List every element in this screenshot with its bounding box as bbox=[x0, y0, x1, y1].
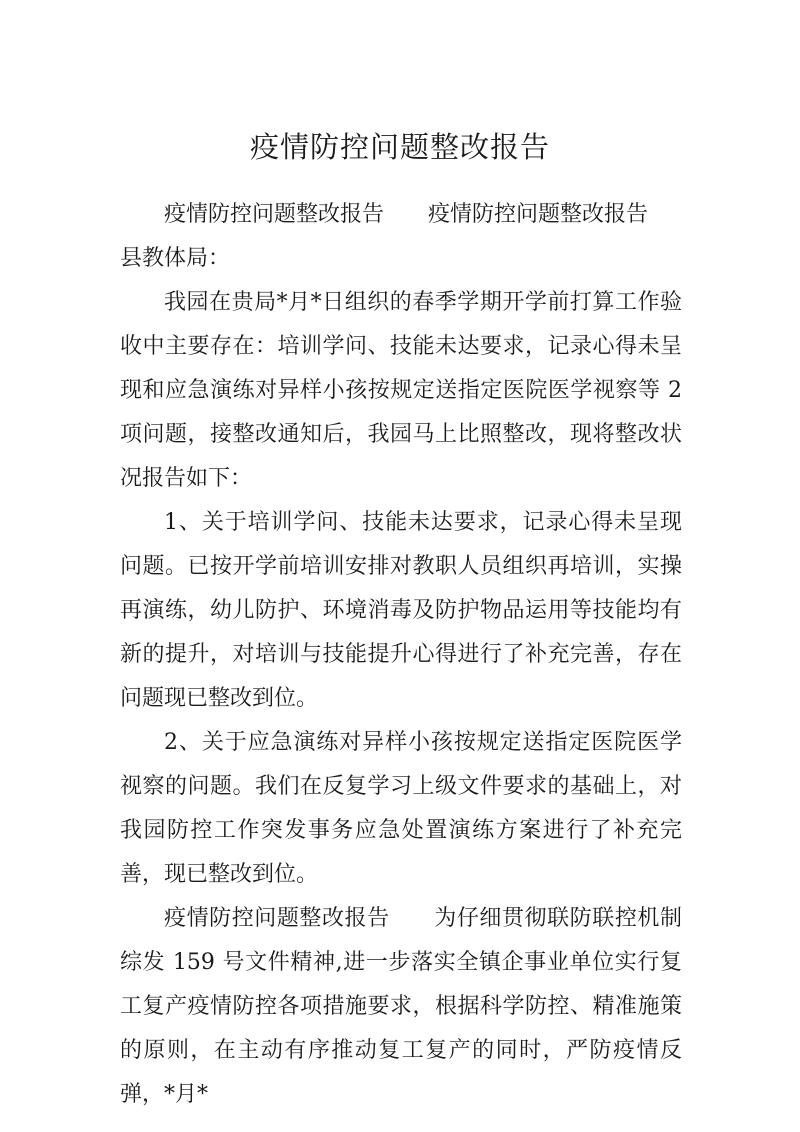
paragraph-item-2: 2、关于应急演练对异样小孩按规定送指定医院医学视察的问题。我们在反复学习上级文件要求的基础上，对我园防控工作突发事务应急处置演练方案进行了补充完善，现已整改到位。 bbox=[120, 730, 682, 887]
salutation: 县教体局： bbox=[120, 246, 231, 271]
paragraph-intro: 我园在贵局*月*日组织的春季学期开学前打算工作验收中主要存在：培训学问、技能未达要求，记录心得未呈现和应急演练对异样小孩按规定送指定医院医学视察等 2 项问题，接整改通知后，我园马上比照整改，现将整改状况报告如下： bbox=[120, 290, 682, 491]
header-line bbox=[120, 193, 682, 237]
paragraph-final bbox=[120, 897, 682, 1117]
final-paragraph-lead: 疫情防控问题整改报告 bbox=[164, 906, 390, 931]
header-line-part1: 疫情防控问题整改报告 bbox=[164, 202, 385, 227]
paragraph-item-1: 1、关于培训学问、技能未达要求，记录心得未呈现问题。已按开学前培训安排对教职人员组织再培训，实操再演练，幼儿防护、环境消毒及防护物品运用等技能均有新的提升，对培训与技能提升心得进行了补充完善，存在问题现已整改到位。 bbox=[120, 510, 682, 711]
page-title: 疫情防控问题整改报告 bbox=[249, 130, 550, 164]
final-paragraph-text: 为仔细贯彻联防联控机制综发 159 号文件精神,进一步落实全镇企事业单位实行复工复产疫情防控各项措施要求，根据科学防控、精准施策的原则，在主动有序推动复工复产的同时，严防疫情反弹，*月* bbox=[120, 906, 682, 1107]
header-line-part2: 疫情防控问题整改报告 bbox=[428, 202, 649, 227]
document-body bbox=[120, 193, 682, 1117]
